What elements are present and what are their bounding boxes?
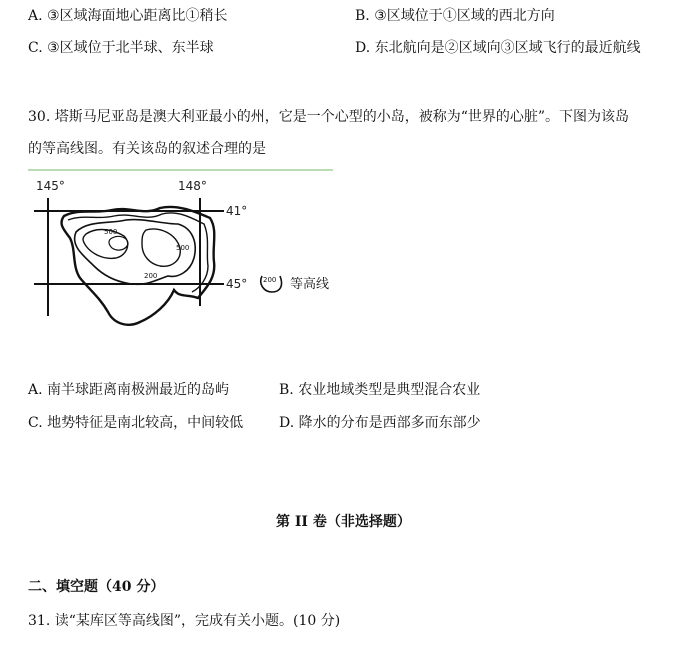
legend-label: 等高线 [290, 277, 330, 292]
legend-contour-value: 200 [263, 276, 277, 284]
contour-label-200: 200 [144, 272, 158, 280]
contour-500-east [142, 229, 180, 266]
q30-stem-line2: 的等高线图。有关该岛的叙述合理的是 [28, 141, 266, 157]
tasmania-contour-map [28, 168, 338, 346]
q29-option-c: C. ③区域位于北半球、东半球 [28, 40, 214, 56]
section-title: 第 II 卷（非选择题） [276, 514, 411, 530]
q30-option-c: C. 地势特征是南北较高，中间较低 [28, 415, 244, 431]
q29-option-b: B. ③区域位于①区域的西北方向 [355, 8, 555, 24]
contour-label-500-west: 500 [104, 228, 118, 236]
q30-stem-line1: 30. 塔斯马尼亚岛是澳大利亚最小的州，它是一个心型的小岛，被称为“世界的心脏”。下图为该岛 [28, 109, 630, 125]
contour-label-500-east: 500 [176, 244, 190, 252]
q30-option-a: A. 南半球距离南极洲最近的岛屿 [28, 382, 230, 398]
lat-label-45: 45° [226, 277, 248, 291]
part-heading: 二、填空题（40 分） [28, 579, 165, 595]
lat-label-41: 41° [226, 204, 248, 218]
q29-option-d: D. 东北航向是②区域向③区域飞行的最近航线 [355, 40, 641, 56]
q31-stem: 31. 读“某库区等高线图”，完成有关小题。(10 分) [28, 613, 341, 629]
q30-option-b: B. 农业地域类型是典型混合农业 [279, 382, 481, 398]
contour-500-inner [109, 236, 128, 250]
q29-option-a: A. ③区域海面地心距离比①稍长 [28, 8, 228, 24]
q30-option-d: D. 降水的分布是西部多而东部少 [279, 415, 481, 431]
lon-label-145: 145° [36, 179, 65, 193]
lon-label-148: 148° [178, 179, 207, 193]
